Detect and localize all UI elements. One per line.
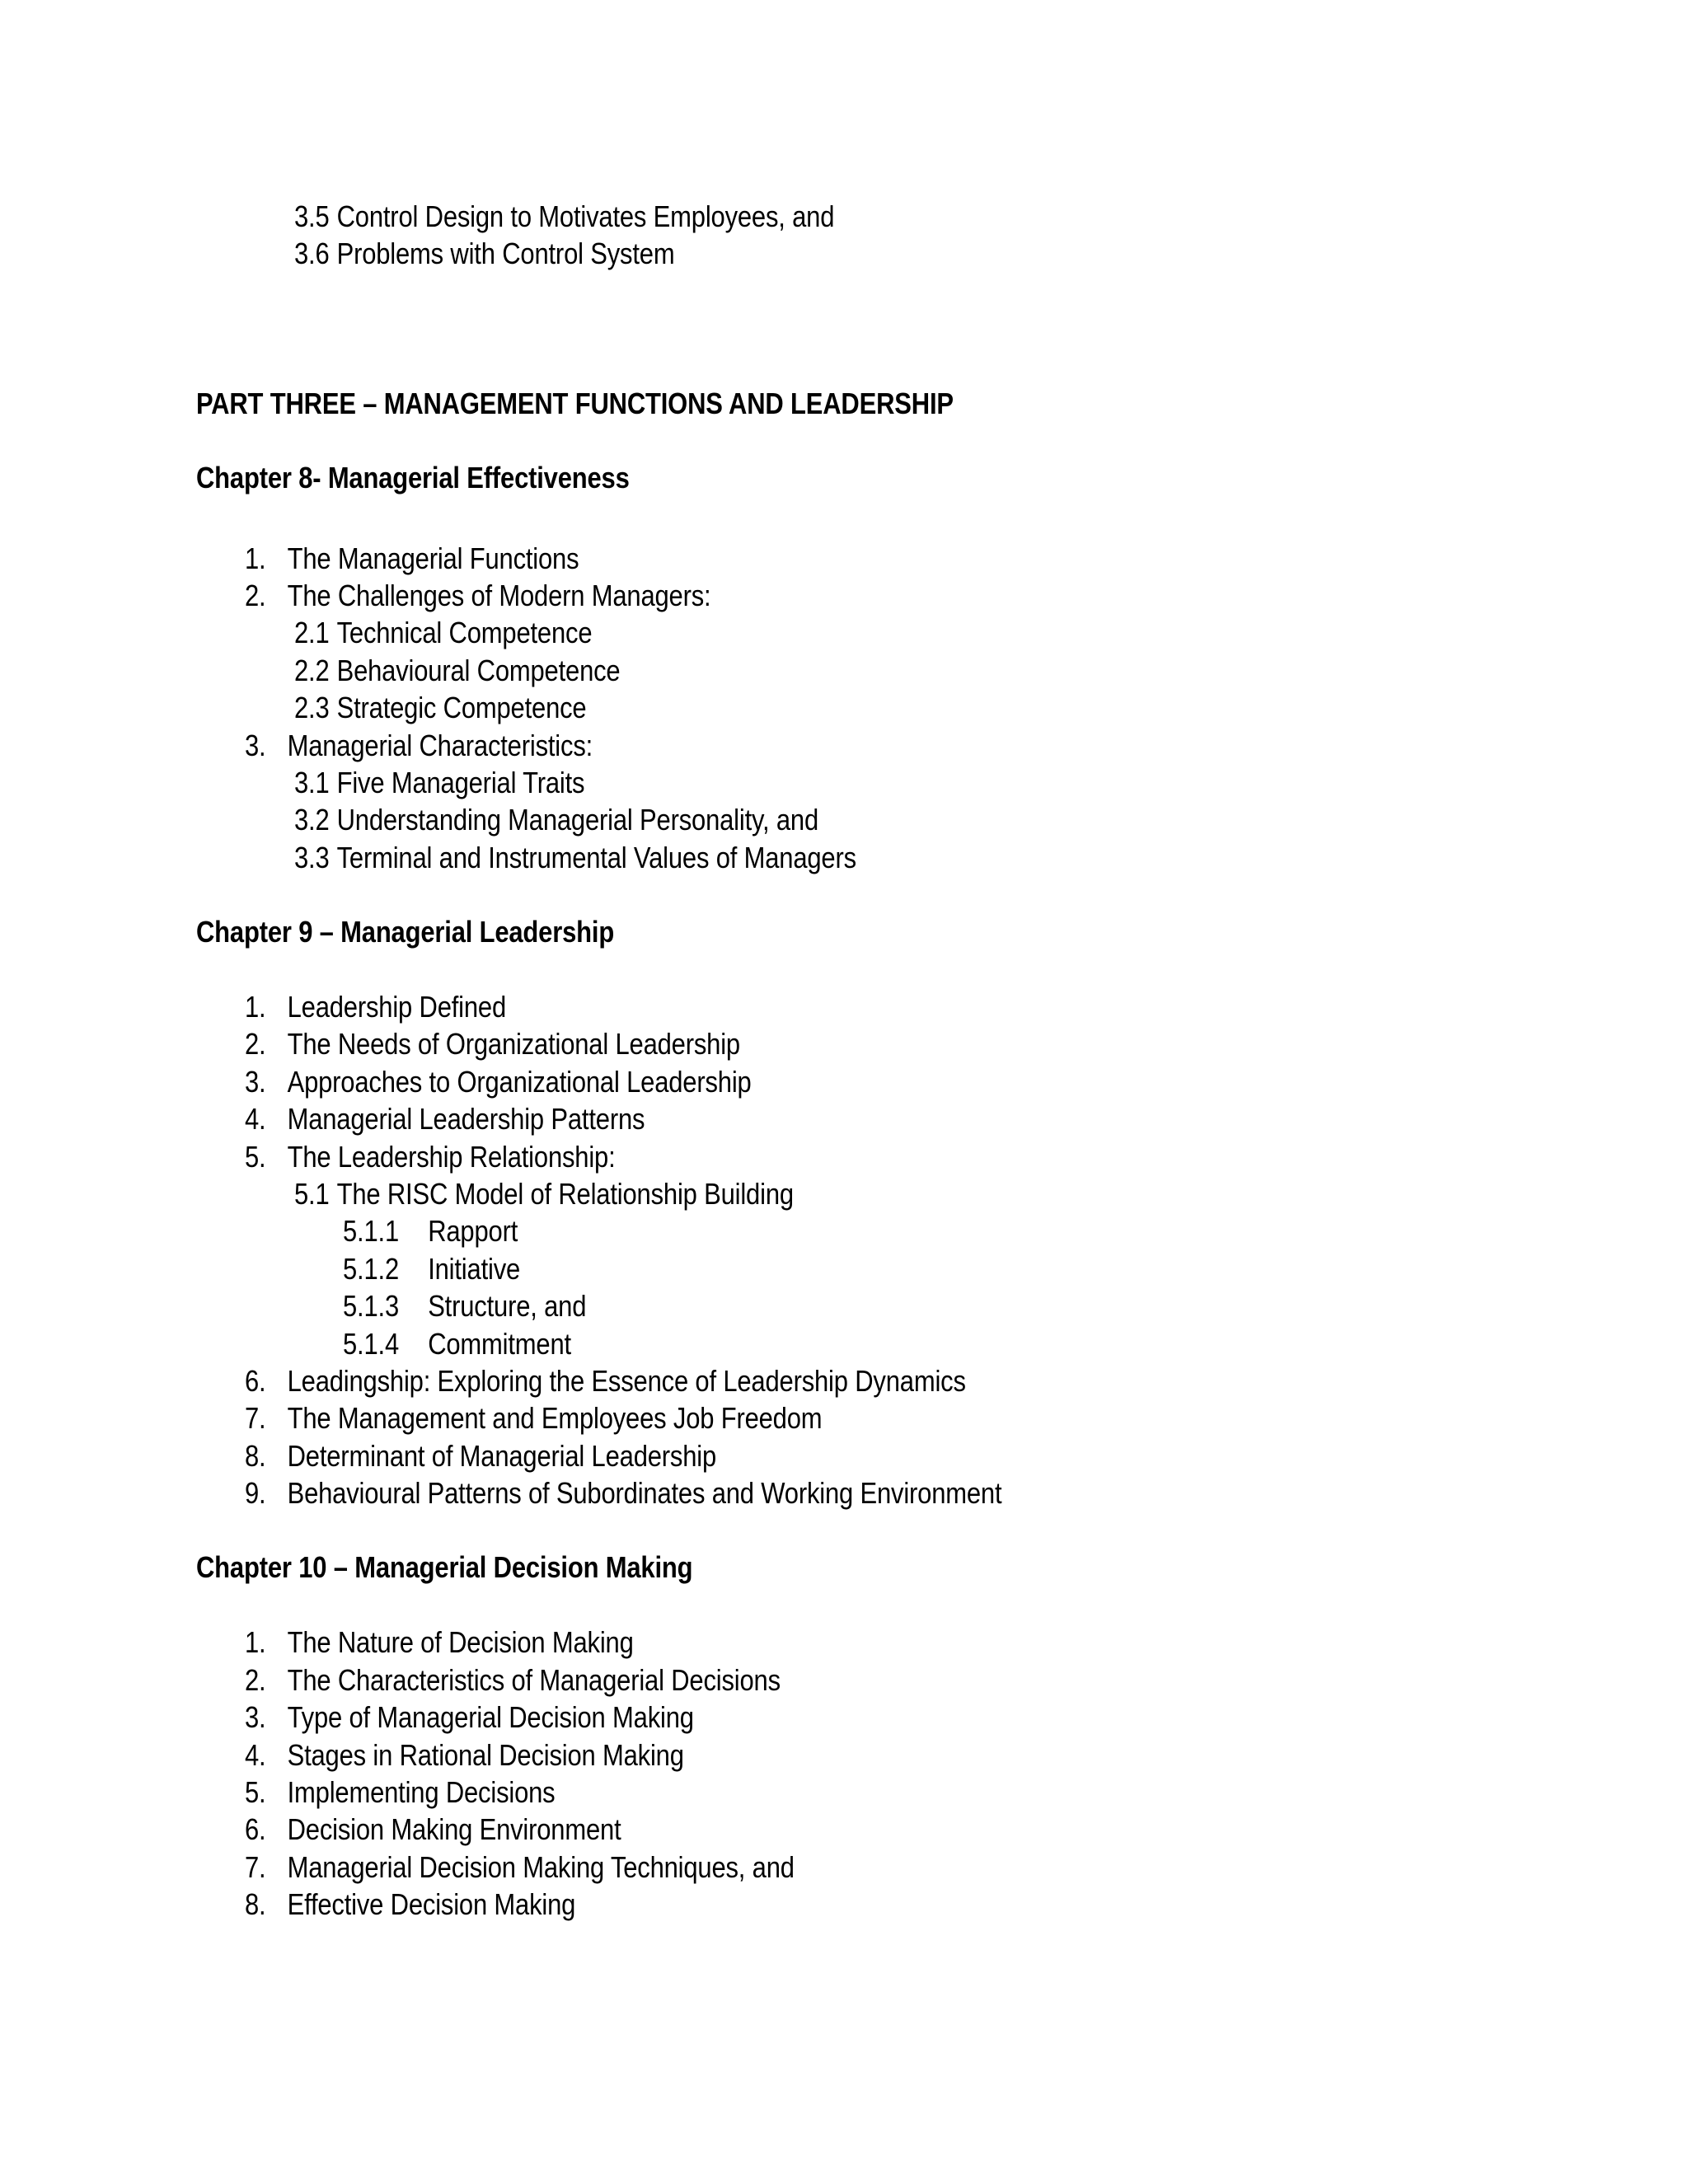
item-text: Managerial Leadership Patterns [287,1102,645,1136]
list-item [343,1325,571,1363]
item-text: The Nature of Decision Making [287,1625,634,1659]
item-number: 3. [245,1065,266,1099]
item-number: 4. [245,1102,266,1136]
list-item [245,727,593,765]
item-text: Implementing Decisions [287,1775,556,1809]
item-number: 9. [245,1476,266,1510]
list-item [245,1362,966,1400]
list-item [294,689,586,727]
item-text: Behavioural Patterns of Subordinates and Working Environment [287,1476,1002,1510]
item-text: Decision Making Environment [287,1812,621,1846]
item-number: 8. [245,1439,266,1473]
item-number: 8. [245,1887,266,1921]
chapter-title: Chapter 10 – Managerial Decision Making [196,1550,693,1584]
item-text: Leadingship: Exploring the Essence of Leadership Dynamics [287,1364,966,1398]
item-number: 2.1 [294,616,330,649]
item-number: 1. [245,541,266,575]
list-item [245,1437,716,1475]
item-text: Problems with Control System [336,237,675,270]
item-number: 5. [245,1775,266,1809]
list-item [294,801,818,839]
list-item [245,1138,616,1176]
item-text: Behavioural Competence [336,654,621,687]
item-text: Approaches to Organizational Leadership [287,1065,752,1099]
list-item [245,1399,822,1437]
list-item [245,1624,634,1661]
item-text: Managerial Decision Making Techniques, and [287,1850,795,1884]
item-number: 5.1.1 [343,1214,400,1248]
item-number: 5.1 [294,1177,330,1211]
item-text: Managerial Characteristics: [287,729,593,762]
list-item [245,1100,645,1138]
item-text: Rapport [428,1214,518,1248]
list-item [245,1699,694,1736]
item-number: 6. [245,1364,266,1398]
item-text: Effective Decision Making [287,1887,576,1921]
item-number: 5.1.4 [343,1327,400,1361]
item-number: 1. [245,990,266,1024]
item-text: Commitment [428,1327,571,1361]
list-item [343,1250,520,1288]
item-text: Technical Competence [336,616,593,649]
item-number: 3.6 [294,237,330,270]
chapter-title: Chapter 9 – Managerial Leadership [196,915,615,949]
list-item [245,1063,752,1101]
item-number: 2. [245,1663,266,1697]
item-text: The Leadership Relationship: [287,1140,616,1174]
item-number: 5.1.3 [343,1289,400,1323]
item-text: Type of Managerial Decision Making [287,1700,694,1734]
list-item [245,1661,781,1699]
item-number: 7. [245,1401,266,1435]
item-text: The Characteristics of Managerial Decisions [287,1663,781,1697]
item-text: Structure, and [428,1289,587,1323]
item-text: The RISC Model of Relationship Building [336,1177,794,1211]
item-number: 4. [245,1738,266,1772]
item-text: The Needs of Organizational Leadership [287,1027,740,1061]
list-item [245,1774,555,1811]
part-title: PART THREE – MANAGEMENT FUNCTIONS AND LEADERSHIP [196,387,954,420]
item-number: 3.3 [294,841,330,874]
item-text: The Challenges of Modern Managers: [287,579,711,612]
list-item [294,1175,794,1213]
item-number: 2. [245,1027,266,1061]
item-number: 3. [245,1700,266,1734]
list-item [245,1886,575,1924]
list-item [245,1474,1001,1512]
item-number: 5. [245,1140,266,1174]
item-number: 3. [245,729,266,762]
item-number: 2.2 [294,654,330,687]
list-item [245,577,710,615]
item-number: 1. [245,1625,266,1659]
list-item [245,540,579,578]
item-text: Control Design to Motivates Employees, and [336,199,835,233]
list-item [294,198,834,236]
list-item [294,764,584,802]
list-item [245,1025,740,1063]
list-item [294,235,674,273]
list-item [294,839,856,877]
list-item [294,614,592,652]
item-text: Understanding Managerial Personality, and [336,803,819,837]
list-item [343,1287,586,1325]
item-text: Initiative [428,1252,521,1286]
list-item [245,1849,795,1886]
chapter-title: Chapter 8- Managerial Effectiveness [196,461,630,494]
item-text: Leadership Defined [287,990,507,1024]
item-number: 3.2 [294,803,330,837]
list-item [245,988,506,1026]
item-text: The Management and Employees Job Freedom [287,1401,823,1435]
item-text: Strategic Competence [336,691,587,724]
item-number: 5.1.2 [343,1252,400,1286]
list-item [343,1212,518,1250]
item-text: The Managerial Functions [287,541,579,575]
list-item [245,1811,621,1849]
list-item [294,652,620,690]
item-text: Determinant of Managerial Leadership [287,1439,717,1473]
item-number: 6. [245,1812,266,1846]
item-number: 2.3 [294,691,330,724]
item-number: 3.1 [294,766,330,799]
item-number: 3.5 [294,199,330,233]
item-number: 7. [245,1850,266,1884]
item-text: Terminal and Instrumental Values of Managers [336,841,856,874]
item-text: Stages in Rational Decision Making [287,1738,684,1772]
list-item [245,1736,684,1774]
item-number: 2. [245,579,266,612]
item-text: Five Managerial Traits [336,766,585,799]
